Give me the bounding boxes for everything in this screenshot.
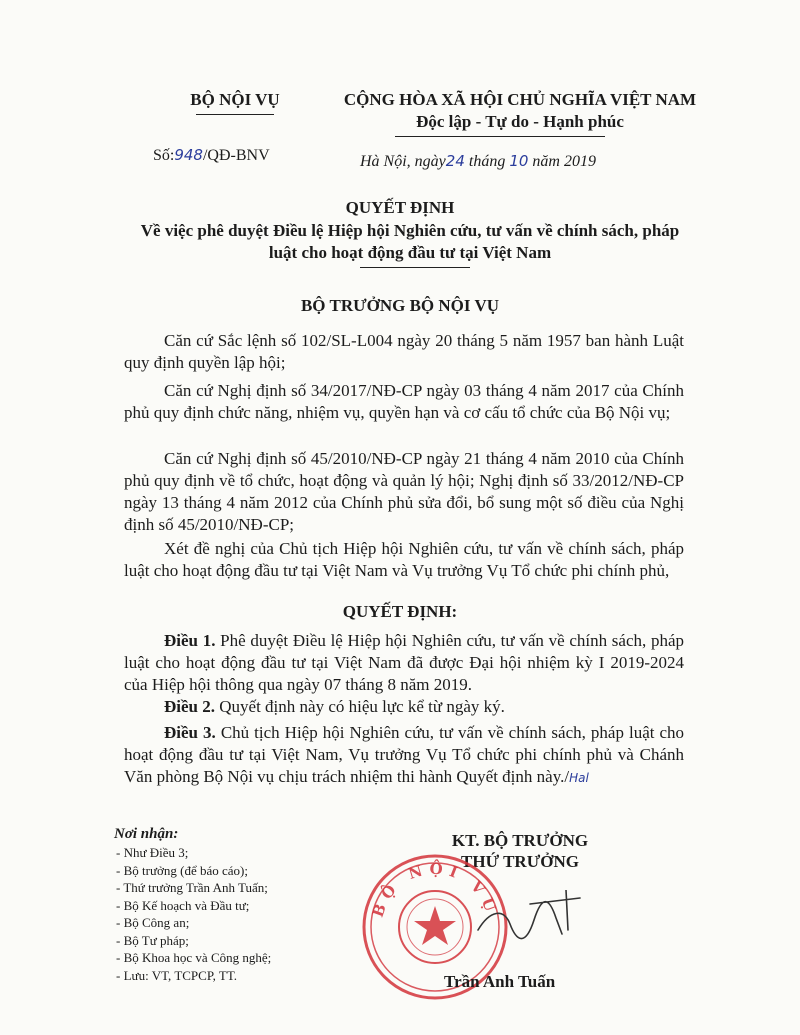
date-line (360, 152, 596, 171)
article-3 (124, 722, 684, 789)
document-number (153, 146, 270, 165)
signature-role-line2: THỨ TRƯỞNG (461, 852, 579, 871)
date-day: 24 (445, 152, 465, 170)
article-text: Phê duyệt Điều lệ Hiệp hội Nghiên cứu, tư vấn về chính sách, pháp luật cho hoạt động đầu tư tại Việt Nam đã được Đại hội nhiệm kỳ I 2019-2024 của Hiệp hội thông qua ngày 07 tháng 8 năm 2019. (124, 631, 684, 694)
signer-name: Trần Anh Tuấn (444, 972, 556, 991)
signature-role-line1: KT. BỘ TRƯỞNG (451, 831, 589, 850)
document-title: QUYẾT ĐỊNH (345, 198, 455, 217)
list-item: - Bộ Khoa học và Công nghệ; (116, 950, 272, 965)
document-subtitle: Về việc phê duyệt Điều lệ Hiệp hội Nghiên cứu, tư vấn về chính sách, pháp luật cho hoạt động đầu tư tại Việt Nam (140, 221, 680, 262)
preamble-text: Căn cứ Nghị định số 34/2017/NĐ-CP ngày 03 tháng 4 năm 2017 của Chính phủ quy định chức năng, nhiệm vụ, quyền hạn và cơ cấu tổ chức của Bộ Nội vụ; (124, 381, 684, 422)
country-name: CỘNG HÒA XÃ HỘI CHỦ NGHĨA VIỆT NAM (343, 90, 697, 109)
number-suffix: /QĐ-BNV (202, 147, 270, 164)
article-label: Điều 3. (164, 723, 216, 742)
article-label: Điều 1. (164, 631, 216, 650)
list-item: - Bộ trưởng (để báo cáo); (116, 862, 248, 878)
seal-text: BỘ NỘI VỤ (368, 859, 502, 920)
preamble-4 (124, 538, 684, 582)
list-item: - Bộ Kế hoạch và Đầu tư; (116, 897, 250, 913)
recipients-list (116, 844, 271, 984)
article-1 (124, 630, 684, 696)
date-year: năm 2019 (532, 153, 596, 170)
article-text: Chủ tịch Hiệp hội Nghiên cứu, tư vấn về chính sách, pháp luật cho hoạt động đầu tư tại Việt Nam, Vụ trưởng Vụ Tổ chức phi chính phủ và Chánh Văn phòng Bộ Nội vụ chịu trách nhiệm thi hành Quyết định này./ (124, 723, 685, 786)
date-month: 10 (509, 152, 529, 170)
date-month-label: tháng (468, 153, 506, 170)
decision-heading: QUYẾT ĐỊNH: (342, 602, 458, 621)
article-label: Điều 2. (164, 697, 215, 716)
number-prefix: Số: (153, 147, 175, 164)
issuing-authority: BỘ TRƯỞNG BỘ NỘI VỤ (300, 296, 500, 315)
motto-underline (395, 136, 605, 137)
list-item: - Thứ trưởng Trần Anh Tuấn; (116, 880, 268, 895)
recipients-title: Nơi nhận: (114, 826, 179, 842)
list-item: - Như Điều 3; (116, 845, 189, 860)
number-handwritten: 948 (174, 146, 203, 164)
ministry-underline (196, 114, 274, 115)
preamble-text: Căn cứ Sắc lệnh số 102/SL-L004 ngày 20 tháng 5 năm 1957 ban hành Luật quy định quyền lập hội; (124, 331, 684, 372)
list-item: - Bộ Tư pháp; (116, 932, 189, 948)
national-motto: Độc lập - Tự do - Hạnh phúc (416, 112, 624, 131)
preamble-text: Căn cứ Nghị định số 45/2010/NĐ-CP ngày 21 tháng 4 năm 2010 của Chính phủ quy định về tổ chức, hoạt động và quản lý hội; Nghị định số 33/2012/NĐ-CP ngày 13 tháng 4 năm 2012 của Chính phủ sửa đổi, bổ sung một số điều của Nghị định số 45/2010/NĐ-CP; (124, 449, 684, 534)
ministry-name: BỘ NỘI VỤ (190, 90, 280, 109)
list-item: - Bộ Công an; (116, 915, 190, 930)
date-place: Hà Nội, ngày (360, 153, 446, 170)
preamble-3 (124, 448, 684, 536)
article-text: Quyết định này có hiệu lực kể từ ngày ký. (219, 697, 505, 716)
article-2 (124, 696, 684, 718)
handwritten-signature-icon (470, 890, 590, 960)
preamble-1 (124, 330, 684, 374)
preamble-text: Xét đề nghị của Chủ tịch Hiệp hội Nghiên cứu, tư vấn về chính sách, pháp luật cho hoạt động đầu tư tại Việt Nam và Vụ trưởng Vụ Tổ chức phi chính phủ, (124, 539, 684, 580)
subtitle-underline (360, 267, 470, 268)
initials-mark: Hal (569, 771, 589, 785)
preamble-2 (124, 380, 684, 424)
list-item: - Lưu: VT, TCPCP, TT. (116, 967, 238, 983)
